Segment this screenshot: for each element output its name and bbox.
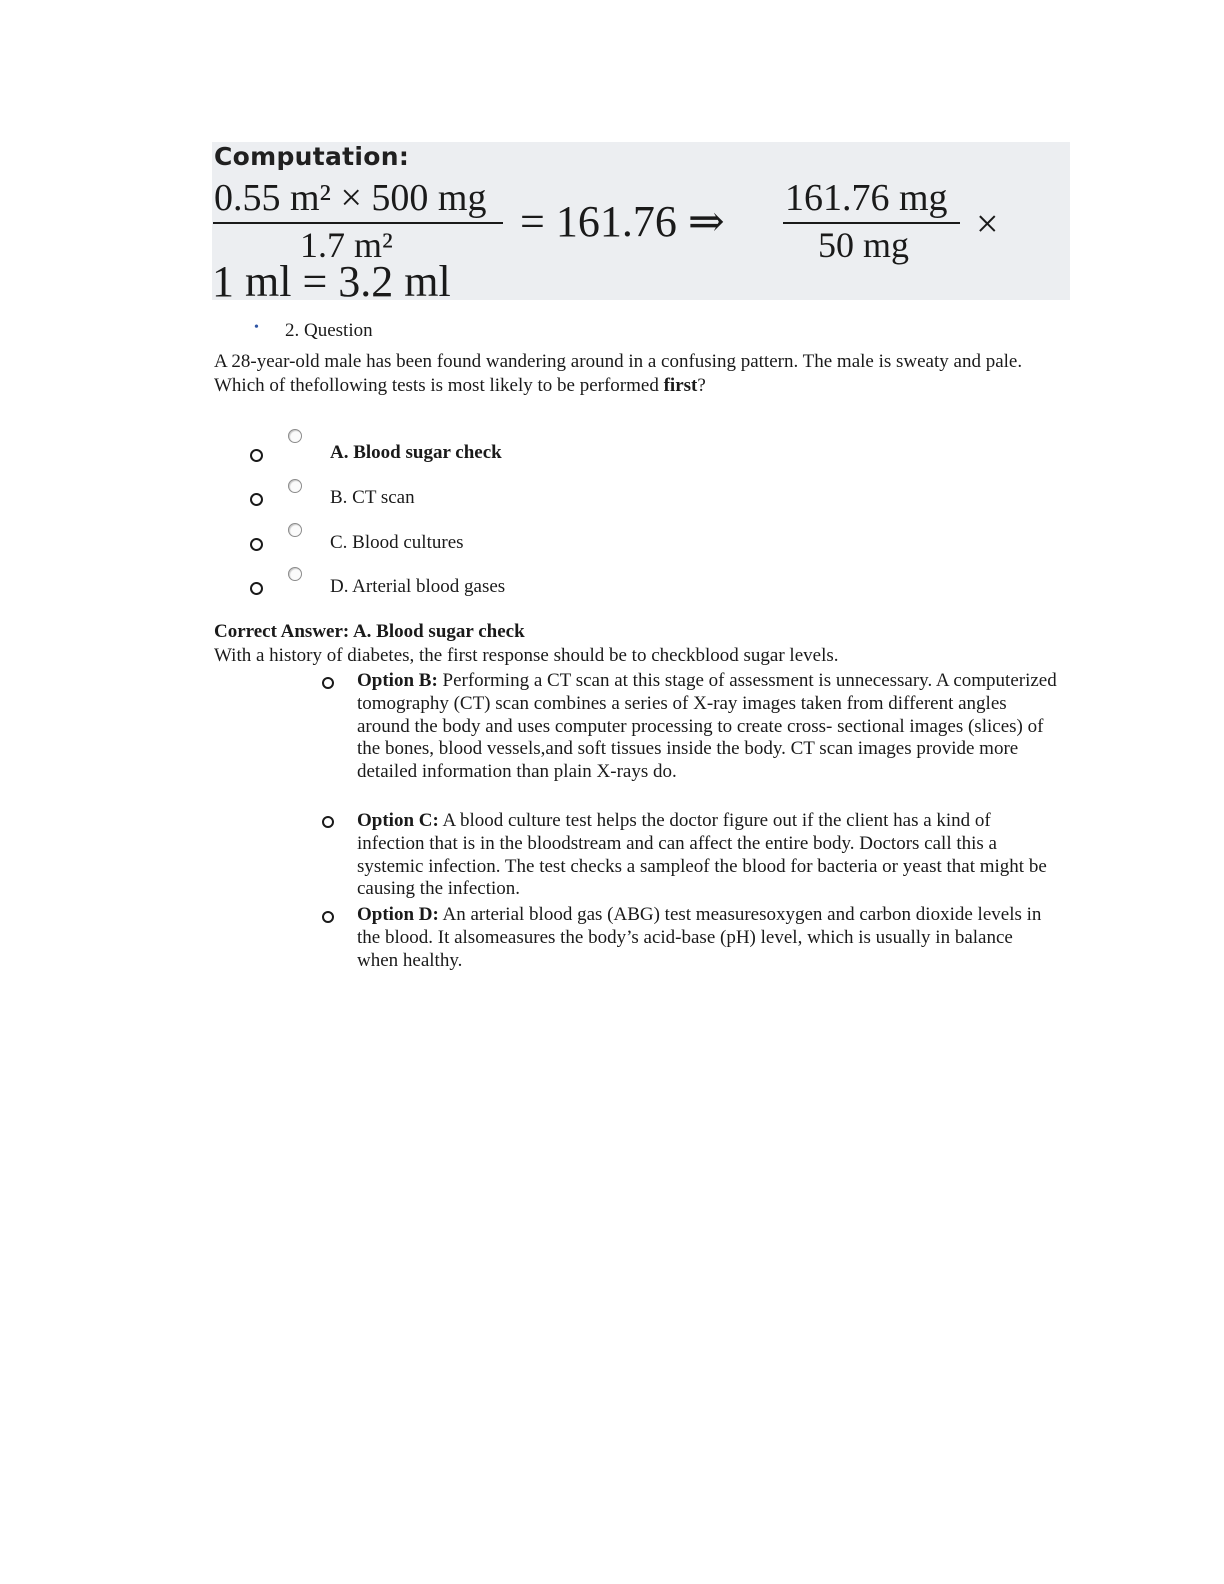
correct-answer-summary: With a history of diabetes, the first response should be to checkblood sugar levels. — [214, 645, 839, 666]
question-bullet: • — [254, 320, 259, 335]
explanation-d — [357, 904, 1057, 972]
formula-numerator-1: 0.55 m² × 500 mg — [214, 177, 487, 219]
option-c-label[interactable]: C. Blood cultures — [330, 532, 464, 553]
option-c-marker — [250, 538, 263, 551]
explanation-c — [357, 810, 1057, 901]
option-d-label[interactable]: D. Arterial blood gases — [330, 576, 506, 597]
option-b-marker — [250, 493, 263, 506]
option-a-radio[interactable] — [288, 429, 302, 443]
formula-denominator-1: 1.7 m² — [300, 225, 393, 265]
option-b-radio[interactable] — [288, 479, 302, 493]
formula-times: × — [976, 201, 999, 246]
computation-title: Computation: — [214, 142, 410, 171]
explanation-b-title: Option B: — [357, 670, 438, 691]
explanation-d-marker — [322, 911, 334, 923]
option-b-label[interactable]: B. CT scan — [330, 487, 415, 508]
explanation-b — [357, 670, 1057, 784]
option-d-marker — [250, 582, 263, 595]
formula-numerator-2: 161.76 mg — [785, 177, 948, 219]
explanation-d-title: Option D: — [357, 904, 439, 925]
option-a-label[interactable]: A. Blood sugar check — [330, 442, 502, 463]
explanation-c-title: Option C: — [357, 810, 439, 831]
explanation-b-marker — [322, 677, 334, 689]
option-c-radio[interactable] — [288, 523, 302, 537]
option-a-marker — [250, 449, 263, 462]
explanation-b-text: Performing a CT scan at this stage of assessment is unnecessary. A computerized tomography (CT) scan combines a series of X-ray images taken from different angles around the body and uses computer processing to create cross- sectional images (slices) of the bones, blood vessels,and soft tissues inside the body. CT scan images provide more detailed information than plain X-rays do. — [357, 670, 1057, 783]
formula-denominator-2: 50 mg — [818, 225, 910, 265]
explanation-c-text: A blood culture test helps the doctor figure out if the client has a kind of infection that is in the bloodstream and can affect the entire body. Doctors call this a systemic infection. The test checks a sampleof the blood for bacteria or yeast that might be causing the infection. — [357, 810, 1047, 900]
option-d-radio[interactable] — [288, 567, 302, 581]
formula-line-2: 1 ml = 3.2 ml — [212, 257, 451, 306]
question-text-main: A 28-year-old male has been found wandering around in a confusing pattern. The male is sweaty and pale. Which of thefollowing tests is most likely to be performed — [214, 351, 1023, 396]
explanation-c-marker — [322, 816, 334, 828]
question-label: 2. Question — [285, 320, 373, 341]
question-text-emphasis: first — [663, 375, 698, 396]
explanation-d-text: An arterial blood gas (ABG) test measuresoxygen and carbon dioxide levels in the blood. It alsomeasures the body’s acid-base (pH) level, which is usually in balance when healthy. — [357, 904, 1042, 971]
question-text-end: ? — [697, 375, 706, 396]
question-text — [214, 350, 1034, 398]
correct-answer-heading: Correct Answer: A. Blood sugar check — [214, 621, 525, 642]
formula-equals-result: = 161.76 ⇒ — [520, 197, 725, 246]
